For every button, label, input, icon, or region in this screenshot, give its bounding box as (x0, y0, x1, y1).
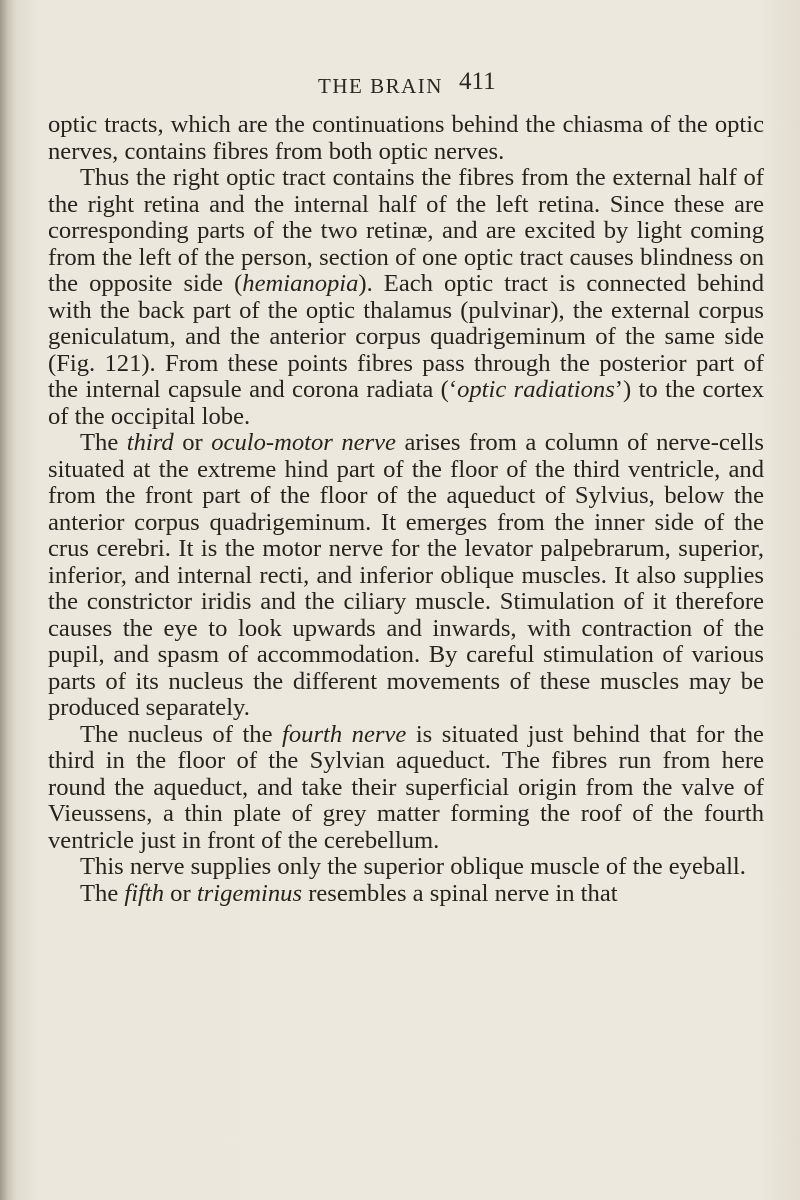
italic-term: hemianopia (242, 270, 359, 297)
text-run: ). Each optic tract is connected behind with the back part of the optic thalamus (pulvinar), the external corpus geniculatum, and the anterior corpus quadrigeminum of the same side (Fig. 121). From these points fibres pass through the posterior part of the internal capsule and corona radiata (‘ (48, 270, 764, 403)
paragraph (48, 881, 764, 908)
paragraph (48, 112, 764, 165)
running-head (318, 68, 796, 102)
italic-term: fourth nerve (282, 720, 407, 748)
text-run: is situated just behind that for the third in the floor of the Sylvian aqueduct. The fibres run from here round the aqueduct, and take their superficial origin from the valve of Vieussens, a thin plate of grey matter forming the roof of the fourth ventricle just in front of the cerebellum. (48, 720, 764, 854)
italic-term: third (126, 429, 174, 456)
text-run: The (80, 879, 125, 907)
italic-term: optic radiations (457, 376, 615, 403)
italic-term: oculo-motor nerve (211, 429, 396, 456)
text-run: resembles a spinal nerve in that (302, 879, 618, 907)
text-run: or (164, 879, 197, 907)
text-run: The nucleus of the (80, 720, 283, 748)
binding-shadow (0, 0, 16, 1200)
text-run: or (173, 429, 212, 456)
text-run: ’) to the cortex of the occipital lobe. (48, 376, 765, 430)
running-head-title: THE BRAIN (318, 74, 443, 98)
text-run: Thus the right optic tract contains the fibres from the external half of the right retina and the internal half of the left retina. Since these are corresponding parts of the two retinæ, and are excited by light coming from the left of the person, section of one optic tract causes blindness on the opposite side ( (48, 164, 764, 297)
body-text (48, 112, 764, 907)
text-run: arises from a column of nerve-cells situated at the extreme hind part of the floor of the third ventricle, and from the front part of the floor of the aqueduct of Sylvius, below the anterior corpus quadrigeminum. It emerges from the inner side of the crus cerebri. It is the motor nerve for the levator palpebrarum, superior, inferior, and internal recti, and inferior oblique muscles. It also supplies the constrictor iridis and the ciliary muscle. Stimulation of it therefore causes the eye to look upwards and inwards, with contraction of the pupil, and spasm of accommodation. By careful stimulation of various parts of its nucleus the different movements of these muscles may be produced separately. (48, 429, 764, 721)
italic-term: trigeminus (196, 879, 303, 907)
paragraph (48, 722, 764, 855)
text-run: This nerve supplies only the superior oblique muscle of the eyeball. (80, 853, 746, 880)
text-run: The (80, 429, 127, 456)
italic-term: fifth (124, 879, 165, 907)
text-run: optic tracts, which are the continuations behind the chiasma of the optic nerves, contains fibres from both optic nerves. (48, 111, 764, 165)
paragraph (48, 165, 764, 430)
page-number: 411 (459, 68, 496, 95)
paragraph (48, 430, 764, 722)
paragraph (48, 854, 764, 881)
